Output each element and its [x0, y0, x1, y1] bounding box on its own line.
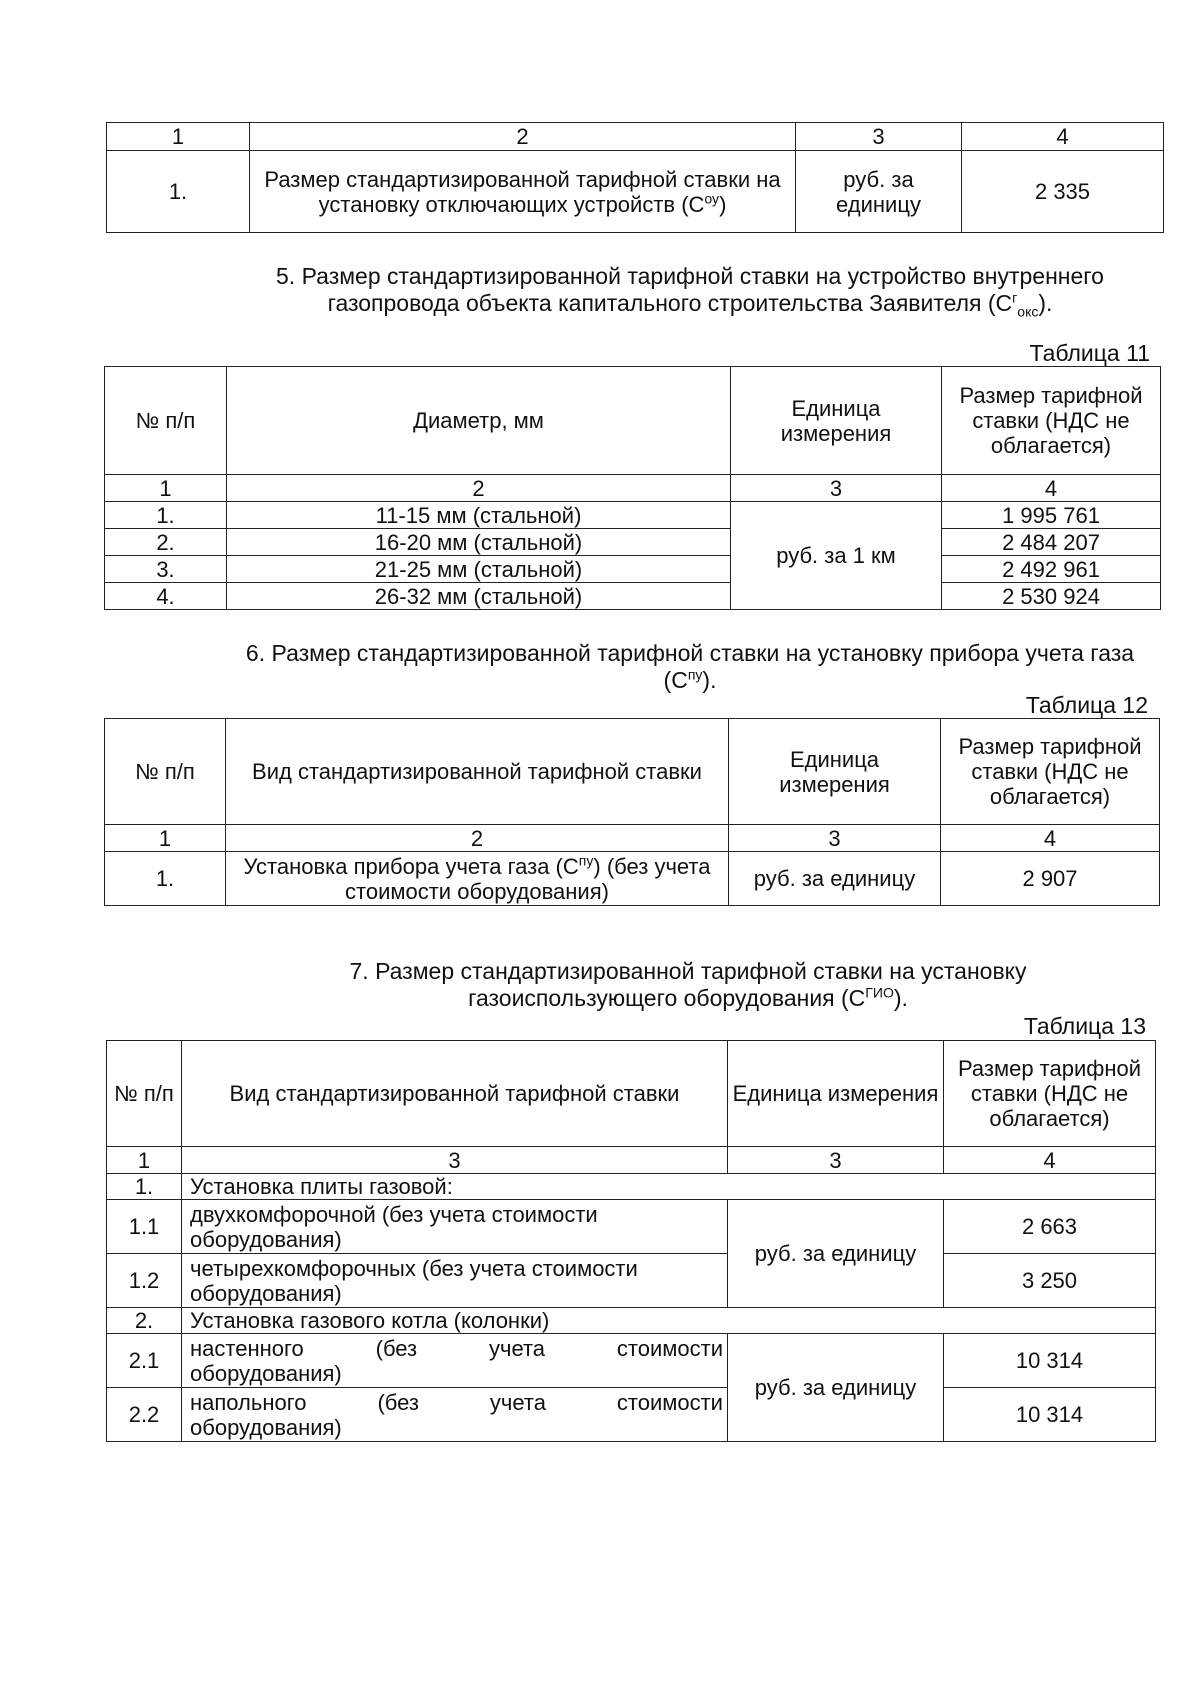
- rate-name-line1: настенного (без учета стоимости: [190, 1335, 723, 1361]
- group-row: [107, 1174, 1156, 1200]
- row-number: 2.: [107, 1308, 182, 1334]
- column-number: 3: [729, 825, 941, 852]
- row-number: 2.2: [107, 1388, 182, 1442]
- header-number: № п/п: [107, 1041, 182, 1147]
- header-diameter: Диаметр, мм: [227, 367, 731, 475]
- table-11-caption: Таблица 11: [1029, 340, 1150, 366]
- group-row: [107, 1308, 1156, 1334]
- table-12: [104, 718, 1160, 906]
- rate-value: 2 492 961: [942, 556, 1161, 583]
- column-number: 1: [107, 123, 250, 151]
- section-7-heading: 7. Размер стандартизированной тарифной ставки на установку газоиспользующего оборудования $(С^{ГИО})$.: [349, 958, 1027, 1011]
- rate-name-line1: напольного (без учета стоимости: [190, 1389, 723, 1415]
- rate-name-line2: оборудования): [190, 1360, 342, 1386]
- diameter: 16-20 мм (стальной): [227, 529, 731, 556]
- table-row: [107, 1254, 1156, 1308]
- table-row: [107, 1334, 1156, 1388]
- row-number: 2.1: [107, 1334, 182, 1388]
- rate-value: 2 663: [944, 1200, 1156, 1254]
- header-rate: Размер тарифной ставки (НДС не облагается): [942, 367, 1161, 475]
- rate-value: 2 530 924: [942, 583, 1161, 610]
- header-rate-type: Вид стандартизированной тарифной ставки: [182, 1041, 728, 1147]
- section-5-heading: 5. Размер стандартизированной тарифной ставки на устройство внутреннего газопровода объекта капитального строительства Заявителя $(С^г_{окс})$.: [276, 263, 1104, 320]
- section-6-heading: 6. Размер стандартизированной тарифной ставки на установку прибора учета газа $(С^{пу})$.: [245, 640, 1135, 693]
- header-unit: Единица измерения: [731, 367, 942, 475]
- table-row: [105, 529, 1161, 556]
- table-13: [106, 1040, 1156, 1442]
- row-number: 3.: [105, 556, 227, 583]
- diameter: 21-25 мм (стальной): [227, 556, 731, 583]
- unit: руб. за единицу: [728, 1334, 944, 1442]
- diameter: 11-15 мм (стальной): [227, 502, 731, 529]
- unit: руб. за единицу: [796, 151, 962, 233]
- table-row: [107, 1388, 1156, 1442]
- header-unit: Единица измерения: [729, 719, 941, 825]
- row-number: 2.: [105, 529, 227, 556]
- column-number: 4: [942, 475, 1161, 502]
- table-row: [105, 556, 1161, 583]
- table-12-caption: Таблица 12: [1025, 692, 1148, 718]
- column-number: 1: [105, 475, 227, 502]
- rate-name: Установка прибора учета газа $(С^{пу})$ (без учета стоимости оборудования): [226, 852, 729, 906]
- row-number: 1.: [107, 1174, 182, 1200]
- table-13-caption: Таблица 13: [1023, 1013, 1146, 1039]
- row-number: 1.: [105, 502, 227, 529]
- unit: руб. за единицу: [729, 852, 941, 906]
- table-row: [105, 502, 1161, 529]
- header-rate: Размер тарифной ставки (НДС не облагается): [944, 1041, 1156, 1147]
- row-number: 1.1: [107, 1200, 182, 1254]
- row-number: 1.: [107, 151, 250, 233]
- column-number: 2: [227, 475, 731, 502]
- rate-name: Размер стандартизированной тарифной ставки на установку отключающих устройств $(С^{оу})$: [250, 151, 796, 233]
- table-row: [107, 1200, 1156, 1254]
- rate-value: 2 484 207: [942, 529, 1161, 556]
- rate-name: [182, 1334, 728, 1388]
- column-number: 3: [182, 1147, 728, 1174]
- rate-value: 1 995 761: [942, 502, 1161, 529]
- rate-name-line2: оборудования): [190, 1414, 342, 1440]
- table-11: [104, 366, 1161, 610]
- column-number: 1: [107, 1147, 182, 1174]
- column-number: 4: [944, 1147, 1156, 1174]
- table-10: [106, 122, 1164, 233]
- rate-value: 2 907: [941, 852, 1160, 906]
- group-title: Установка плиты газовой:: [182, 1174, 1156, 1200]
- table-row: [105, 852, 1160, 906]
- header-number: № п/п: [105, 367, 227, 475]
- column-number: 3: [731, 475, 942, 502]
- column-number: 4: [941, 825, 1160, 852]
- column-number: 1: [105, 825, 226, 852]
- rate-value: 10 314: [944, 1334, 1156, 1388]
- row-number: 1.2: [107, 1254, 182, 1308]
- rate-value: 10 314: [944, 1388, 1156, 1442]
- rate-value: 3 250: [944, 1254, 1156, 1308]
- rate-value: 2 335: [962, 151, 1164, 233]
- unit: руб. за 1 км: [731, 502, 942, 610]
- header-rate: Размер тарифной ставки (НДС не облагается): [941, 719, 1160, 825]
- rate-name: двухкомфорочной (без учета стоимости оборудования): [182, 1200, 728, 1254]
- table-row: [105, 583, 1161, 610]
- header-rate-type: Вид стандартизированной тарифной ставки: [226, 719, 729, 825]
- diameter: 26-32 мм (стальной): [227, 583, 731, 610]
- row-number: 1.: [105, 852, 226, 906]
- group-title: Установка газового котла (колонки): [182, 1308, 1156, 1334]
- header-number: № п/п: [105, 719, 226, 825]
- column-number: 4: [962, 123, 1164, 151]
- column-number: 3: [796, 123, 962, 151]
- rate-name: четырехкомфорочных (без учета стоимости оборудования): [182, 1254, 728, 1308]
- rate-name: [182, 1388, 728, 1442]
- row-number: 4.: [105, 583, 227, 610]
- header-unit: Единица измерения: [728, 1041, 944, 1147]
- column-number: 2: [250, 123, 796, 151]
- unit: руб. за единицу: [728, 1200, 944, 1308]
- column-number: 3: [728, 1147, 944, 1174]
- column-number: 2: [226, 825, 729, 852]
